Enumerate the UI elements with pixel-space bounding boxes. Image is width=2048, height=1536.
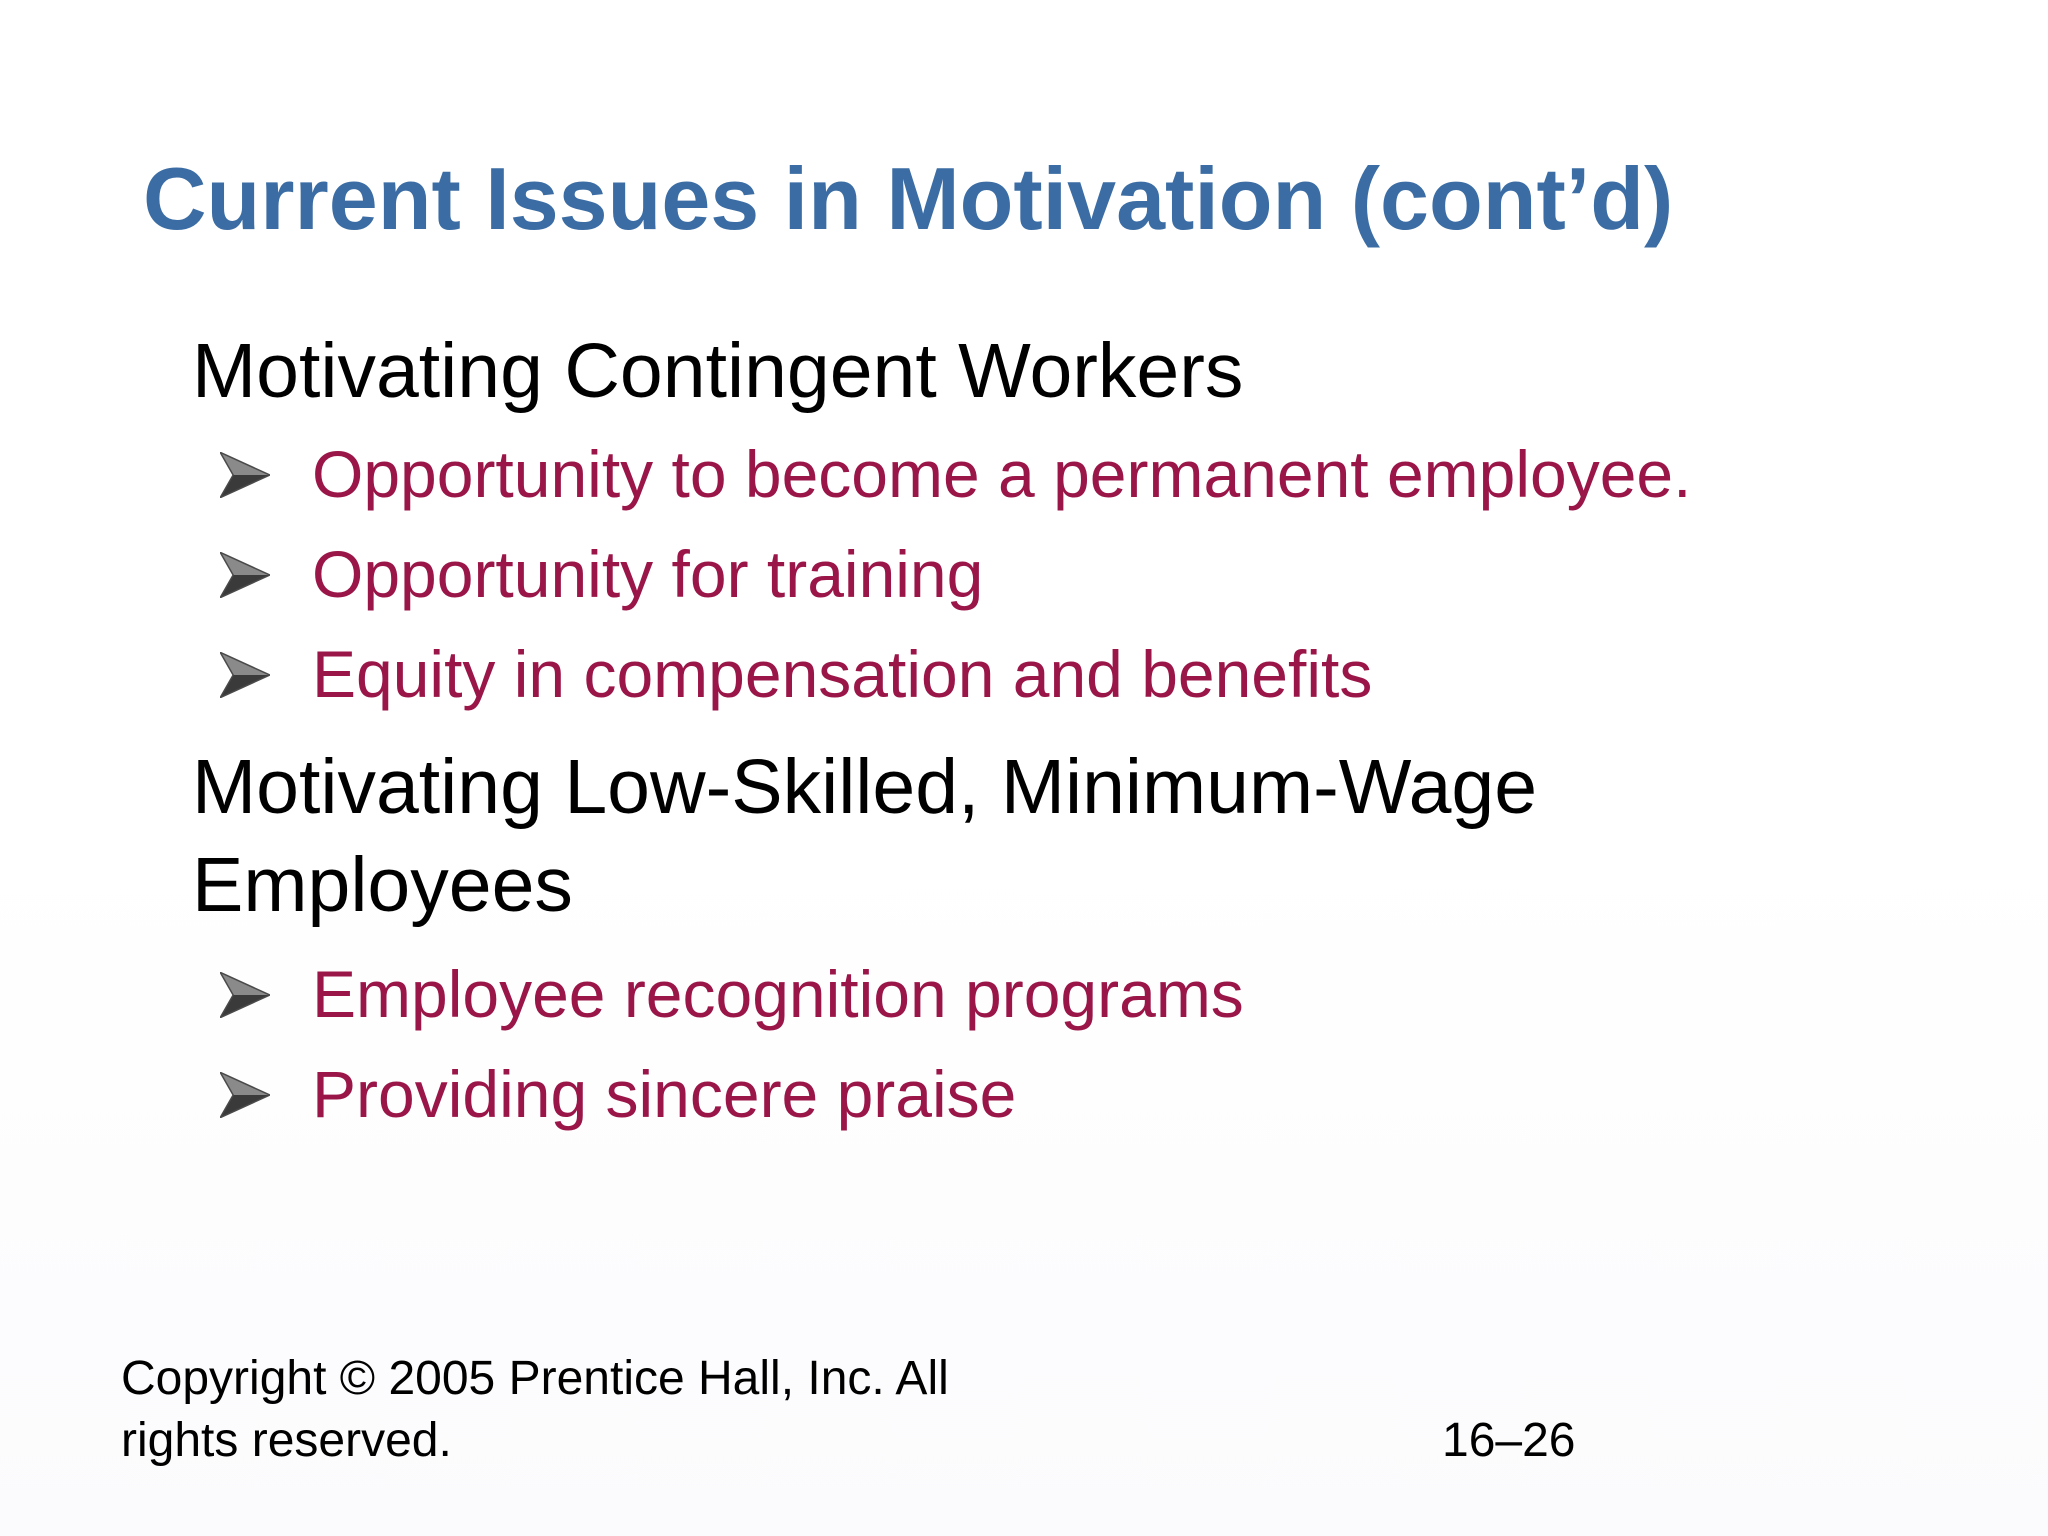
- arrowhead-bullet-icon: [220, 972, 270, 1018]
- arrowhead-bullet-icon: [220, 452, 270, 498]
- copyright-notice: [121, 1348, 1081, 1472]
- section-heading-line: Employees: [192, 842, 573, 928]
- arrowhead-bullet-icon: [220, 552, 270, 598]
- bullet-text: Opportunity for training: [312, 537, 984, 611]
- copyright-line: rights reserved.: [121, 1414, 452, 1467]
- page-number: 16–26: [1442, 1414, 1576, 1467]
- bullet-item: [220, 424, 1792, 524]
- bullet-list-contingent-workers: [192, 424, 1792, 724]
- copyright-line: Copyright © 2005 Prentice Hall, Inc. All: [121, 1352, 949, 1405]
- section-heading-contingent-workers: Motivating Contingent Workers: [192, 328, 1244, 414]
- bullet-text: Employee recognition programs: [312, 957, 1244, 1031]
- slide-title: Current Issues in Motivation (cont’d): [143, 149, 1674, 248]
- section-heading-low-skilled: [192, 738, 1792, 934]
- section-heading-line: Motivating Low-Skilled, Minimum-Wage: [192, 744, 1538, 830]
- bullet-text: Opportunity to become a permanent employee.: [312, 437, 1692, 511]
- bullet-item: [220, 624, 1792, 724]
- bullet-text: Providing sincere praise: [312, 1057, 1017, 1131]
- bullet-item: [220, 1044, 1792, 1144]
- bullet-item: [220, 944, 1792, 1044]
- bullet-item: [220, 524, 1792, 624]
- slide-content: [192, 322, 1792, 1144]
- arrowhead-bullet-icon: [220, 652, 270, 698]
- arrowhead-bullet-icon: [220, 1072, 270, 1118]
- bullet-text: Equity in compensation and benefits: [312, 637, 1373, 711]
- bullet-list-low-skilled: [192, 944, 1792, 1144]
